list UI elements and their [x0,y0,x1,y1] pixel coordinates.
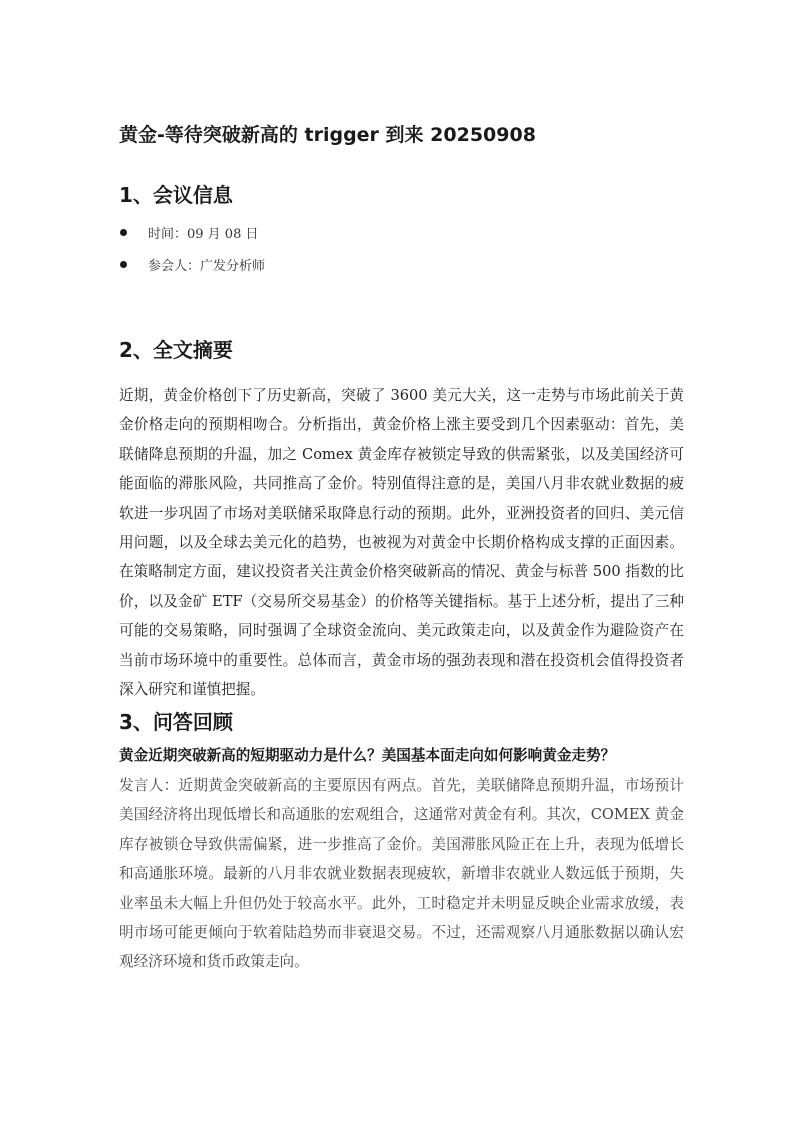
section-heading-summary: 2、全文摘要 [119,338,233,362]
meeting-attendees: 参会人：广发分析师 [148,259,266,274]
section-heading-meeting-info: 1、会议信息 [119,183,233,207]
qa-question: 黄金近期突破新高的短期驱动力是什么？美国基本面走向如何影响黄金走势？ [119,747,616,764]
qa-answer: 发言人：近期黄金突破新高的主要原因有两点。首先，美联储降息预期升温，市场预计美国经济将出现低增长和高通胀的宏观组合，这通常对黄金有利。其次，COMEX 黄金库存被锁仓导致供需偏紧，进一步推高了金价。美国滞胀风险正在上升，表现为低增长和高通胀环境。最新的八月非农就业数据表现疲软，新增非农就业人数远低于预期，失业率虽未大幅上升但仍处于较高水平。此外，工时稳定并未明显反映企业需求放缓，表明市场可能更倾向于软着陆趋势而非衰退交易。不过，还需观察八月通胀数据以确认宏观经济环境和货币政策走向。 [119,777,684,971]
bullet-icon [120,229,127,236]
meeting-time: 时间：09 月 08 日 [148,227,259,242]
bullet-icon [120,261,127,268]
document-title: 黄金-等待突破新高的 trigger 到来 20250908 [119,124,536,146]
section-heading-qa: 3、问答回顾 [119,710,233,734]
summary-paragraph: 近期，黄金价格创下了历史新高，突破了 3600 美元大关，这一走势与市场此前关于黄金价格走向的预期相吻合。分析指出，黄金价格上涨主要受到几个因素驱动：首先，美联储降息预期的升温，加之 Comex 黄金库存被锁定导致的供需紧张，以及美国经济可能面临的滞胀风险，共同推高了金价。特别值得注意的是，美国八月非农就业数据的疲软进一步巩固了市场对美联储采取降息行动的预期。此外，亚洲投资者的回归、美元信用问题，以及全球去美元化的趋势，也被视为对黄金中长期价格构成支撑的正面因素。 在策略制定方面，建议投资者关注黄金价格突破新高的情况、黄金与标普 500 指数的比价，以及金矿 ETF（交易所交易基金）的价格等关键指标。基于上述分析，提出了三种可能的交易策略，同时强调了全球资金流向、美元政策走向，以及黄金作为避险资产在当前市场环境中的重要性。总体而言，黄金市场的强劲表现和潜在投资机会值得投资者深入研究和谨慎把握。 [119,387,684,699]
